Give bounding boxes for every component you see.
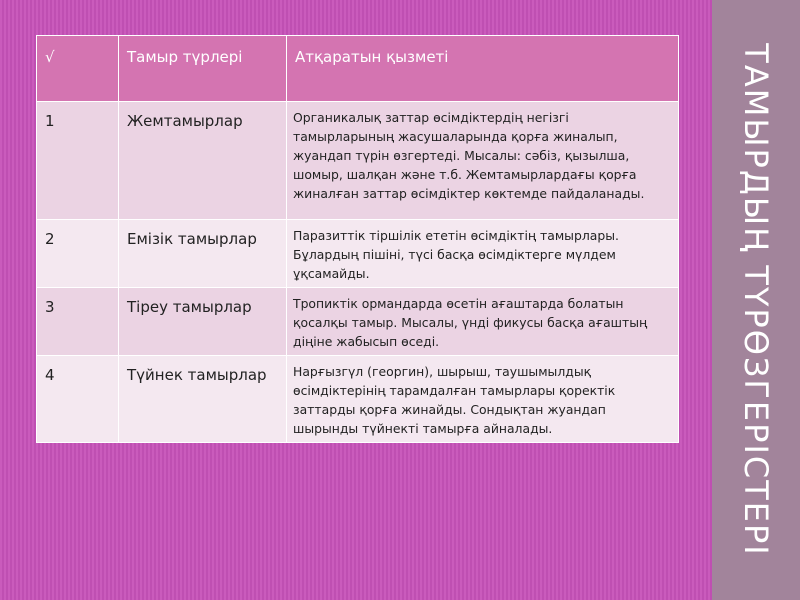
root-type-function: Нарғызгүл (георгин), шырыш, таушымылдық өсімдіктерінің тарамдалған тамырлары қоректік заттарды қорға жинайды. Сондықтан жуандап шырынды түйнекті тамырға айналады. (287, 356, 679, 443)
table-row (37, 356, 679, 443)
slide-title: ТАМЫРДЫҢ ТҮРӨЗГЕРІСТЕРІ (737, 43, 775, 557)
table-row (37, 220, 679, 288)
root-types-table (36, 35, 679, 443)
root-type-name: Емізік тамырлар (119, 220, 287, 288)
root-type-name: Тіреу тамырлар (119, 288, 287, 356)
header-root-type: Тамыр түрлері (119, 36, 287, 102)
table-header-row (37, 36, 679, 102)
row-number: 1 (37, 102, 119, 220)
header-checkmark: √ (37, 36, 119, 102)
root-types-table-container (36, 35, 679, 443)
row-number: 3 (37, 288, 119, 356)
table-row (37, 288, 679, 356)
root-type-function: Органикалық заттар өсімдіктердің негізгі тамырларының жасушаларында қорға жиналып, жуандап түрін өзгертеді. Мысалы: сәбіз, қызылша, шомыр, шалқан және т.б. Жемтамырлардағы қорға жиналған заттар өсімдіктер көктемде пайдаланады. (287, 102, 679, 220)
table-row (37, 102, 679, 220)
root-type-name: Жемтамырлар (119, 102, 287, 220)
row-number: 2 (37, 220, 119, 288)
header-function: Атқаратын қызметі (287, 36, 679, 102)
root-type-function: Тропиктік ормандарда өсетін ағаштарда болатын қосалқы тамыр. Мысалы, үнді фикусы басқа ағаштың діңіне жабысып өседі. (287, 288, 679, 356)
root-type-function: Паразиттік тіршілік ететін өсімдіктің тамырлары. Бұлардың пішіні, түсі басқа өсімдіктерге мүлдем ұқсамайды. (287, 220, 679, 288)
row-number: 4 (37, 356, 119, 443)
root-type-name: Түйнек тамырлар (119, 356, 287, 443)
